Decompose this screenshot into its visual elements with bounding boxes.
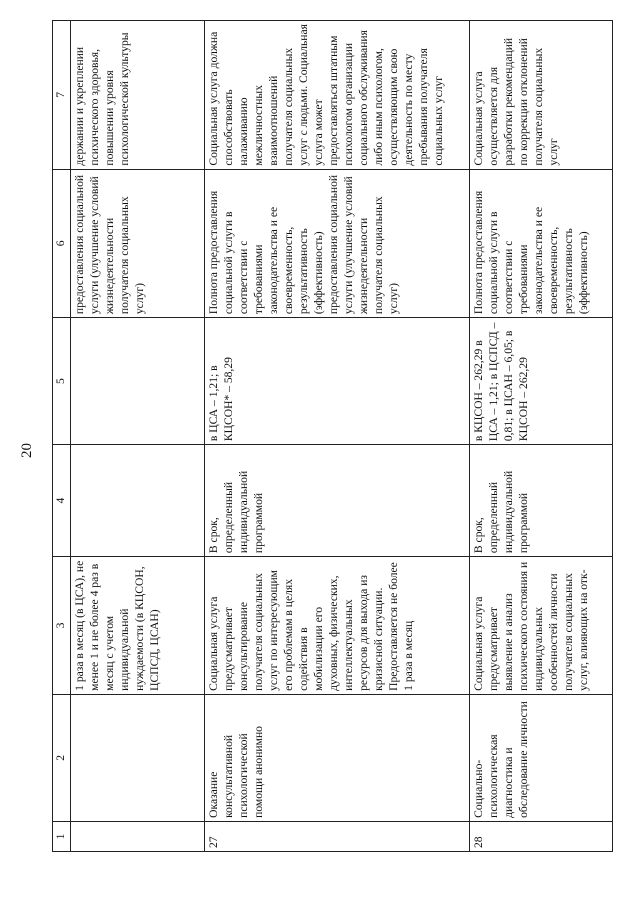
table-row: [71, 21, 205, 852]
service-name: Оказание консультативной психологической помощи анонимно: [205, 694, 470, 821]
col-header-5: 5: [53, 318, 71, 445]
service-quality: Полнота предоставления социальной услуги в соответствии с требованиями законодательства и ее своевременность, результативность (эффективность): [470, 169, 613, 318]
service-description: 1 раза в месяц (в ЦСА), не менее 1 и не более 4 раз в месяц с учетом индивидуальной нуждаемости (в КЦСОН, ЦСПСД, ЦСАН): [71, 557, 205, 695]
col-header-6: 6: [53, 169, 71, 318]
service-tariff: [71, 318, 205, 445]
service-conditions: держании и укреплении психического здоровья, повышении уровня психологической культуры: [71, 21, 205, 170]
row-number: 27: [205, 821, 470, 851]
service-description: Социальная услуга предусматривает выявление и анализ психического состояния и индивидуальных особенностей личности получателя социальных услуг, влияющих на отк-: [470, 557, 613, 695]
service-tariff: в КЦСОН – 262,29 в ЦСА – 1,21; в ЦСПСД – 0,81; в ЦСАН – 6,05; в КЦСОН – 262,29: [470, 318, 613, 445]
col-header-1: 1: [53, 821, 71, 851]
col-header-3: 3: [53, 557, 71, 695]
row-number: [71, 821, 205, 851]
rotated-table-container: [52, 20, 605, 852]
header-row: [53, 21, 71, 852]
service-term: В срок, определенный индивидуальной программой: [205, 445, 470, 557]
page-number: 20: [19, 443, 35, 458]
row-number: 28: [470, 821, 613, 851]
col-header-7: 7: [53, 21, 71, 170]
service-quality: Полнота предоставления социальной услуги в соответствии с требованиями законодательства и ее своевременность, результативность (эффективность) предоставления социальной услуги (улучшение условий жизнедеятельности получателя социальных услуг): [205, 169, 470, 318]
service-description: Социальная услуга предусматривает консультирование получателя социальных услуг по интересующим его проблемам в целях содействия в мобилизации его духовных, физических, интеллектуальных ресурсов для выхода из кризисной ситуации. Предоставляется не более 1 раза в месяц: [205, 557, 470, 695]
col-header-4: 4: [53, 445, 71, 557]
services-table: [52, 20, 613, 852]
service-name: [71, 694, 205, 821]
col-header-2: 2: [53, 694, 71, 821]
table-row: [205, 21, 470, 852]
service-term: [71, 445, 205, 557]
service-tariff: в ЦСА – 1,21; в КЦСОН* – 58,29: [205, 318, 470, 445]
service-conditions: Социальная услуга осуществляется для разработки рекомендаций по коррекции отклонений получателя социальных услуг: [470, 21, 613, 170]
service-term: В срок, определенный индивидуальной программой: [470, 445, 613, 557]
service-quality: предоставления социальной услуги (улучшение условий жизнедеятельности получателя социальных услуг): [71, 169, 205, 318]
service-name: Социально-психологическая диагностика и обследование личности: [470, 694, 613, 821]
table-row: [470, 21, 613, 852]
service-conditions: Социальная услуга должна способствовать налаживанию межличностных взаимоотношений получателя социальных услуг с людьми. Социальная услуга может предоставляться штатным психологом организации социального обслуживания либо иным психологом, осуществляющим свою деятельность по месту пребывания получателя социальных услуг: [205, 21, 470, 170]
